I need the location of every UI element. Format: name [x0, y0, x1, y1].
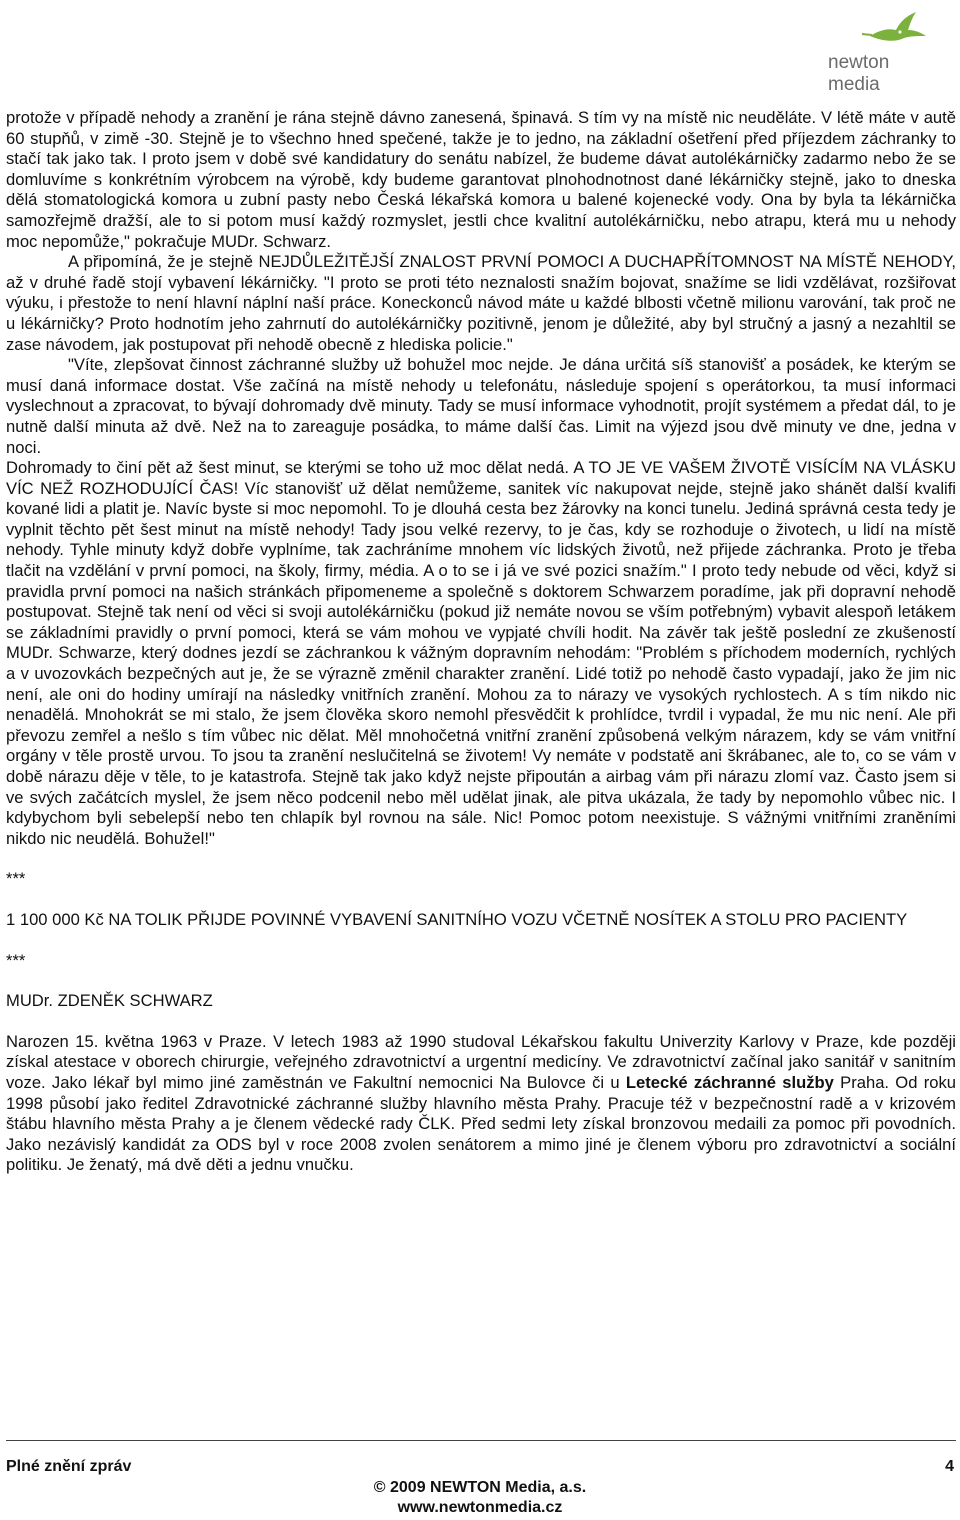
article-body	[6, 108, 956, 1176]
separator-stars: ***	[6, 869, 26, 889]
paragraph-4: Dohromady to činí pět až šest minut, se kterými se toho už moc dělat nedá. A TO JE VE VAŠEM ŽIVOTĚ VISÍCÍM NA VLÁSKU VÍC NEŽ ROZHODUJÍCÍ ČAS! Víc stanovišť už dělat nemůžeme, sanitek víc nakupovat nejde, stejně jako shánět další kvalifi kované lidi a platit je. Navíc byste si moc nepomohl. To je dlouhá cesta bez žárovky na konci tunelu. Jediná správná cesta tedy je vyplnit těchto pět šest minut na místě nehody! Tady jsou velké rezervy, to je čas, kdy se rozhoduje o životech, u lidí na místě nehody. Tyhle minuty když dobře vyplníme, tak zachráníme mnohem víc lidských životů, než přijede záchranka. Proto je třeba tlačit na vzdělání v první pomoci, na školy, firmy, média. A o to se i já ve své pozici snažím." I proto tedy nebude od věci, když si pravidla první pomoci na našich stránkách připomeneme a společně s doktorem Schwarzem poradíme, jak při dopravní nehodě postupovat. Stejně tak není od věci si svoji autolékárničku (pokud již nemáte novou se vším potřebným) vybavit alespoň letákem se základními pravidly o první pomoci, která se vám mohou ve vypjaté chvíli hodit. Na závěr tak ještě poslední ze zkušeností MUDr. Schwarze, který dodnes jezdí se záchrankou k vážným dopravním nehodám: "Problém s příchodem moderních, rychlých a v uvozovkách bezpečných aut je, že se výrazně změnil charakter zranění. Lidé totiž po nehodě často vypadají, jako že jim nic není, ale oni do hodiny umírají na následky vnitřních zranění. Mohou za to nárazy ve vysokých rychlostech. A s tím nikdo nic nenadělá. Mnohokrát se mi stalo, že jsem člověka skoro nemohl přesvědčit k prohlídce, tvrdil i vypadal, že mu nic není. Ale při převozu zemřel a nešlo s tím vůbec nic dělat. Měl mnohočetná vnitřní zranění způsobená velkým nárazem, kdy se vám vnitřní orgány v těle prostě urvou. To jsou ta zranění neslučitelná se životem! Vy nemáte v podstatě ani škrábanec, ale to, co se vám v době nárazu děje v těle, to je katastrofa. Stejně tak jako když nejste připoután a airbag vám při nárazu zlomí vaz. Často jsem si ve svých začátcích myslel, že jsem něco podcenil nebo měl udělat jinak, ale pitva ukázala, že tady by nepomohlo vůbec nic. I kdybychom byli sebelepší nebo ten chlapík byl rovnou na sále. Nic! Pomoc potom neexistuje. S vážnými vnitřními zraněními nikdo nic neudělá. Bohužel!"	[6, 458, 956, 848]
footer-label: Plné znění zpráv	[6, 1458, 132, 1475]
bio-paragraph	[6, 1032, 956, 1176]
newton-media-logo	[828, 8, 938, 95]
bio-bold-text: Letecké záchranné služby	[625, 1072, 834, 1092]
page-number: 4	[945, 1458, 954, 1475]
bio-text-2: Praha. Od roku 1998 působí jako ředitel Zdravotnické záchranné služby hlavního města Prahy. Pracuje též v bezpečnostní radě a v krizovém štábu hlavního města Prahy a je členem vědecké rady ČLK. Před sedmi lety získal bronzovou medaili za pomoc při povodních. Jako nezávislý kandidát za ODS byl v roce 2008 zvolen senátorem a mimo jiné je členem výboru pro zdravotnictví a sociální politiku. Je ženatý, má dvě děti a jednu vnučku.	[6, 1072, 956, 1175]
paragraph-1: protože v případě nehody a zranění je rána stejně dávno zanesená, špinavá. S tím vy na místě nic neuděláte. V létě máte v autě 60 stupňů, v zimě -30. Stejně je to všechno hned spečené, takže je to jedno, na základní ošetření před příjezdem záchranky to stačí tak jako tak. I proto jsem v době své kandidatury do senátu nabízel, že budeme dávat autolékárničky zadarmo nebo že se domluvíme s konkrétním výrobcem na výrobě, kdy budeme garantovat plnohodnotnost dané lékárničky stejně, jako to dneska dělá stomatologická komora u zubní pasty nebo Česká lékařská komora u balené kojenecké vody. Ona by byla ta lékárnička samozřejmě dražší, ale to si potom musí každý rozmyslet, jestli chce kvalitní autolékárničku, nebo atrapu, která mu u nehody moc nepomůže," pokračuje MUDr. Schwarz.	[6, 108, 956, 251]
bio-title: MUDr. ZDENĚK SCHWARZ	[6, 991, 213, 1011]
paragraph-3: "Víte, zlepšovat činnost záchranné služby už bohužel moc nejde. Je dána určitá síš stanovišť a posádek, ke kterým se musí daná informace dostat. Vše začíná na místě nehody u telefonátu, následuje spojení s operátorkou, ta musí informaci vyslechnout a zpracovat, to bývají dohromady dvě minuty. Tady se musí informace vyhodnotit, projít systémem a předat dál, to je nutně další minuta až dvě. Než na to zareaguje posádka, to máme další čas. Limit na výjezd jsou dvě minuty ve dne, jedna v noci.	[6, 355, 956, 457]
headline-text: 1 100 000 Kč NA TOLIK PŘIJDE POVINNÉ VYBAVENÍ SANITNÍHO VOZU VČETNĚ NOSÍTEK A STOLU PRO PACIENTY	[6, 909, 908, 929]
bio-text-1: Narozen 15. května 1963 v Praze. V letech 1983 až 1990 studoval Lékařskou fakultu Univerzity Karlovy v Praze, kde později získal atestace v oborech chirurgie, veřejného zdravotnictví a urgentní medicíny. Ve zdravotnictví začínal jako sanitář v sanitním voze. Jako lékař byl mimo jiné zaměstnán ve Fakultní nemocnici Na Bulovce či u	[6, 1031, 956, 1092]
website-link[interactable]: www.newtonmedia.cz	[397, 1499, 563, 1516]
footer-copyright-block	[0, 1478, 960, 1518]
paragraph-2: A připomíná, že je stejně NEJDŮLEŽITĚJŠÍ ZNALOST PRVNÍ POMOCI A DUCHAPŘÍTOMNOST NA MÍSTĚ NEHODY, až v druhé řadě stojí vybavení lékárničky. "I proto se proti této neznalosti snažím bojovat, snažíme se lidi vzdělávat, rozšiřovat výuku, i přestože to není hlavní náplní naší práce. Koneckonců návod máte u každé blbosti včetně milionu varování, tak proč ne u lékárničky? Proto hodnotím jeho zahrnutí do autolékárničky pozitivně, jenom je důležité, aby byl stručný a jasný a nezahltil se zase návodem, jak postupovat při nehodě obecně z hlediska policie."	[6, 252, 956, 354]
separator-stars: ***	[6, 950, 26, 970]
hummingbird-icon	[860, 8, 930, 48]
footer-divider	[6, 1440, 956, 1441]
copyright-text: © 2009 NEWTON Media, a.s.	[373, 1479, 587, 1496]
brand-name: newton media	[828, 52, 890, 95]
